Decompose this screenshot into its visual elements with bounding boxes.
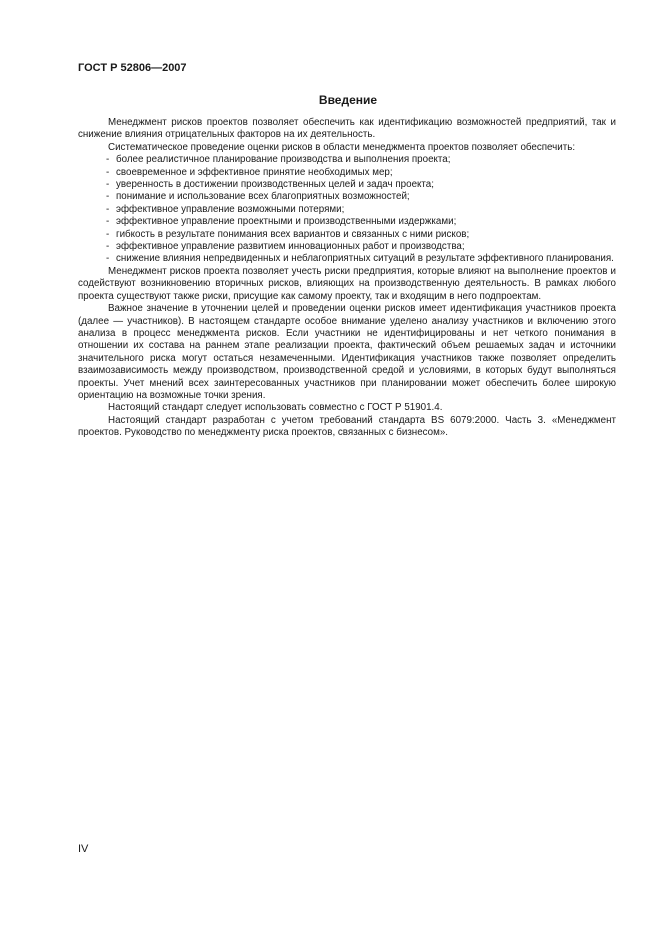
body-paragraph: Настоящий стандарт следует использовать совместно с ГОСТ Р 51901.4. — [108, 402, 443, 414]
list-dash: - — [106, 228, 110, 240]
list-dash: - — [106, 154, 110, 166]
list-item — [78, 241, 616, 253]
section-title: Введение — [318, 93, 378, 107]
list-item — [78, 179, 616, 191]
list-item-text: эффективное управление развитием инновационных работ и производства; — [116, 241, 465, 253]
list-dash: - — [106, 253, 110, 265]
body-text — [78, 117, 616, 440]
list-item — [78, 191, 616, 203]
list-item-text: уверенность в достижении производственных целей и задач проекта; — [116, 179, 434, 191]
list-dash: - — [106, 203, 110, 215]
list-item — [78, 253, 616, 265]
list-item-text: понимание и использование всех благоприятных возможностей; — [116, 191, 410, 203]
list-item-text: гибкость в результате понимания всех вариантов и связанных с ними рисков; — [116, 228, 470, 240]
list-item — [78, 216, 616, 228]
list-item — [78, 154, 616, 166]
page-number: IV — [78, 843, 89, 855]
list-dash: - — [106, 191, 110, 203]
list-dash: - — [106, 166, 110, 178]
list-item-text: эффективное управление возможными потерями; — [116, 203, 345, 215]
list-item-text: своевременное и эффективное принятие необходимых мер; — [116, 166, 393, 178]
benefits-list — [78, 154, 616, 266]
list-dash: - — [106, 179, 110, 191]
list-item — [78, 167, 616, 179]
list-item-text: эффективное управление проектными и производственными издержками; — [116, 216, 457, 228]
list-item — [78, 229, 616, 241]
body-paragraph: Менеджмент рисков проекта позволяет учесть риски предприятия, которые влияют на выполнение проектов и содействуют возникновению вторичных рисков, влияющих на производственную деятельность. В рамках любого проекта существуют также риски, присущие как самому проекту, так и входящим в него подпроектам. — [78, 265, 616, 302]
list-dash: - — [106, 216, 110, 228]
body-paragraph: Важное значение в уточнении целей и проведении оценки рисков имеет идентификация участников проекта (далее — участников). В настоящем стандарте особое внимание уделено анализу участников и включению этого анализа в процесс менеджмента рисков. Если участники не идентифицированы и нет четкого понимания в отношении их состава на раннем этапе реализации проекта, фактический объем решаемых задач и источники значительного риска могут остаться незамеченными. Идентификация участников также позволяет определить взаимозависимость между производством, производственной средой и условиями, в которых будут выполняться проекты. Учет мнений всех заинтересованных участников при планировании может обеспечить более широкую ориентацию на возможные точки зрения. — [78, 303, 616, 401]
body-paragraph: Настоящий стандарт разработан с учетом требований стандарта BS 6079:2000. Часть 3. «Менеджмент проектов. Руководство по менеджменту риска проектов, связанных с бизнесом». — [78, 414, 616, 439]
intro-paragraph: Систематическое проведение оценки рисков в области менеджмента проектов позволяет обеспечить: — [108, 141, 576, 153]
list-dash: - — [106, 241, 110, 253]
document-header: ГОСТ Р 52806—2007 — [78, 62, 187, 74]
list-item — [78, 204, 616, 216]
list-item-text: снижение влияния непредвиденных и неблагоприятных ситуаций в результате эффективного планирования. — [116, 253, 614, 265]
intro-paragraph: Менеджмент рисков проектов позволяет обеспечить как идентификацию возможностей предприятий, так и снижение влияния отрицательных факторов на их деятельность. — [78, 117, 616, 141]
list-item-text: более реалистичное планирование производства и выполнения проекта; — [116, 154, 451, 166]
